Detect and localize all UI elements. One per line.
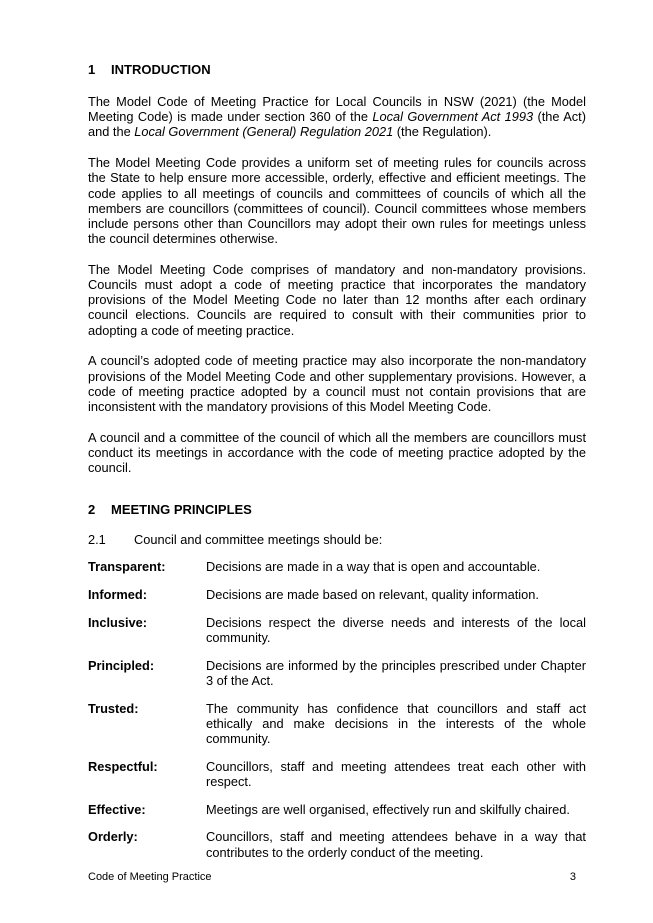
principle-item: [88, 759, 586, 789]
principles-list: [88, 559, 586, 859]
principle-description: Councillors, staff and meeting attendees behave in a way that contributes to the orderly conduct of the meeting.: [206, 829, 586, 860]
intro-paragraph-1: [88, 94, 586, 140]
italic-citation: Local Government (General) Regulation 2021: [134, 124, 394, 140]
principle-item: [88, 658, 586, 688]
page-number: 3: [569, 871, 576, 883]
principle-term: Principled:: [88, 657, 155, 673]
clause-number: 2.1: [88, 532, 106, 548]
principle-term: Transparent:: [88, 559, 166, 575]
principle-item: [88, 829, 586, 859]
principle-description: Decisions are made based on relevant, quality information.: [206, 587, 539, 603]
principle-description: Decisions are made in a way that is open and accountable.: [206, 559, 541, 575]
principle-description: Decisions are informed by the principles prescribed under Chapter 3 of the Act.: [206, 657, 586, 688]
paragraph-text: A council’s adopted code of meeting practice may also incorporate the non-mandatory provisions of the Model Meeting Code and other supplementary provisions. However, a code of meeting practice adopted by a council must not contain provisions that are inconsistent with the mandatory provisions of this Model Meeting Code.: [88, 353, 586, 414]
principle-description: Councillors, staff and meeting attendees treat each other with respect.: [206, 758, 586, 789]
principle-item: [88, 802, 586, 817]
principle-term: Effective:: [88, 801, 146, 817]
italic-citation: Local Government Act 1993: [372, 109, 534, 125]
footer-title: Code of Meeting Practice: [88, 871, 212, 883]
page-footer: [88, 871, 576, 884]
section-heading-introduction: [88, 62, 586, 78]
paragraph-text: (the Regulation).: [393, 124, 492, 140]
principle-term: Informed:: [88, 587, 148, 603]
section-number: 2: [88, 502, 96, 518]
section-number: 1: [88, 62, 96, 77]
paragraph-text: The Model Meeting Code provides a uniform set of meeting rules for councils across the State to help ensure more accessible, orderly, effective and efficient meetings. The code applies to all meetings of councils and committees of councils of which all the members are councillors (committees of council). Council committees whose members include persons other than Councillors may adopt their own rules for meetings unless the council determines otherwise.: [88, 155, 586, 247]
clause-2-1: [88, 532, 586, 547]
principle-item: [88, 615, 586, 645]
principle-description: Meetings are well organised, effectively run and skilfully chaired.: [206, 801, 570, 817]
principle-item: [88, 587, 586, 602]
principle-term: Inclusive:: [88, 614, 148, 630]
intro-paragraph-3: [88, 262, 586, 338]
clause-text: Council and committee meetings should be:: [134, 532, 383, 548]
intro-paragraph-4: [88, 353, 586, 414]
section-title: INTRODUCTION: [111, 62, 211, 77]
principle-term: Respectful:: [88, 758, 158, 774]
paragraph-text: A council and a committee of the council of which all the members are councillors must conduct its meetings in accordance with the code of meeting practice adopted by the council.: [88, 429, 586, 476]
principle-item: [88, 559, 586, 574]
section-title: MEETING PRINCIPLES: [111, 502, 252, 518]
document-page: [88, 62, 586, 872]
principle-term: Trusted:: [88, 700, 139, 716]
paragraph-text: The Model Meeting Code comprises of mandatory and non-mandatory provisions. Councils must adopt a code of meeting practice that incorporates the mandatory provisions of the Model Meeting Code no later than 12 months after each ordinary council elections. Councils are required to consult with their communities prior to adopting a code of meeting practice.: [88, 261, 586, 338]
principle-term: Orderly:: [88, 829, 138, 845]
intro-paragraph-2: [88, 155, 586, 246]
paragraph-text: The Model Code of Meeting Practice for Local Councils in NSW (2021) (the Model Meeting Code) is made under section 360 of the: [88, 94, 586, 125]
paragraph-text: (the Act) and the: [88, 109, 586, 140]
intro-paragraph-5: [88, 430, 586, 476]
principle-description: The community has confidence that councillors and staff act ethically and make decisions in the interests of the whole community.: [206, 700, 586, 747]
principle-description: Decisions respect the diverse needs and interests of the local community.: [206, 614, 586, 646]
section-heading-meeting-principles: [88, 502, 586, 518]
principle-item: [88, 701, 586, 747]
